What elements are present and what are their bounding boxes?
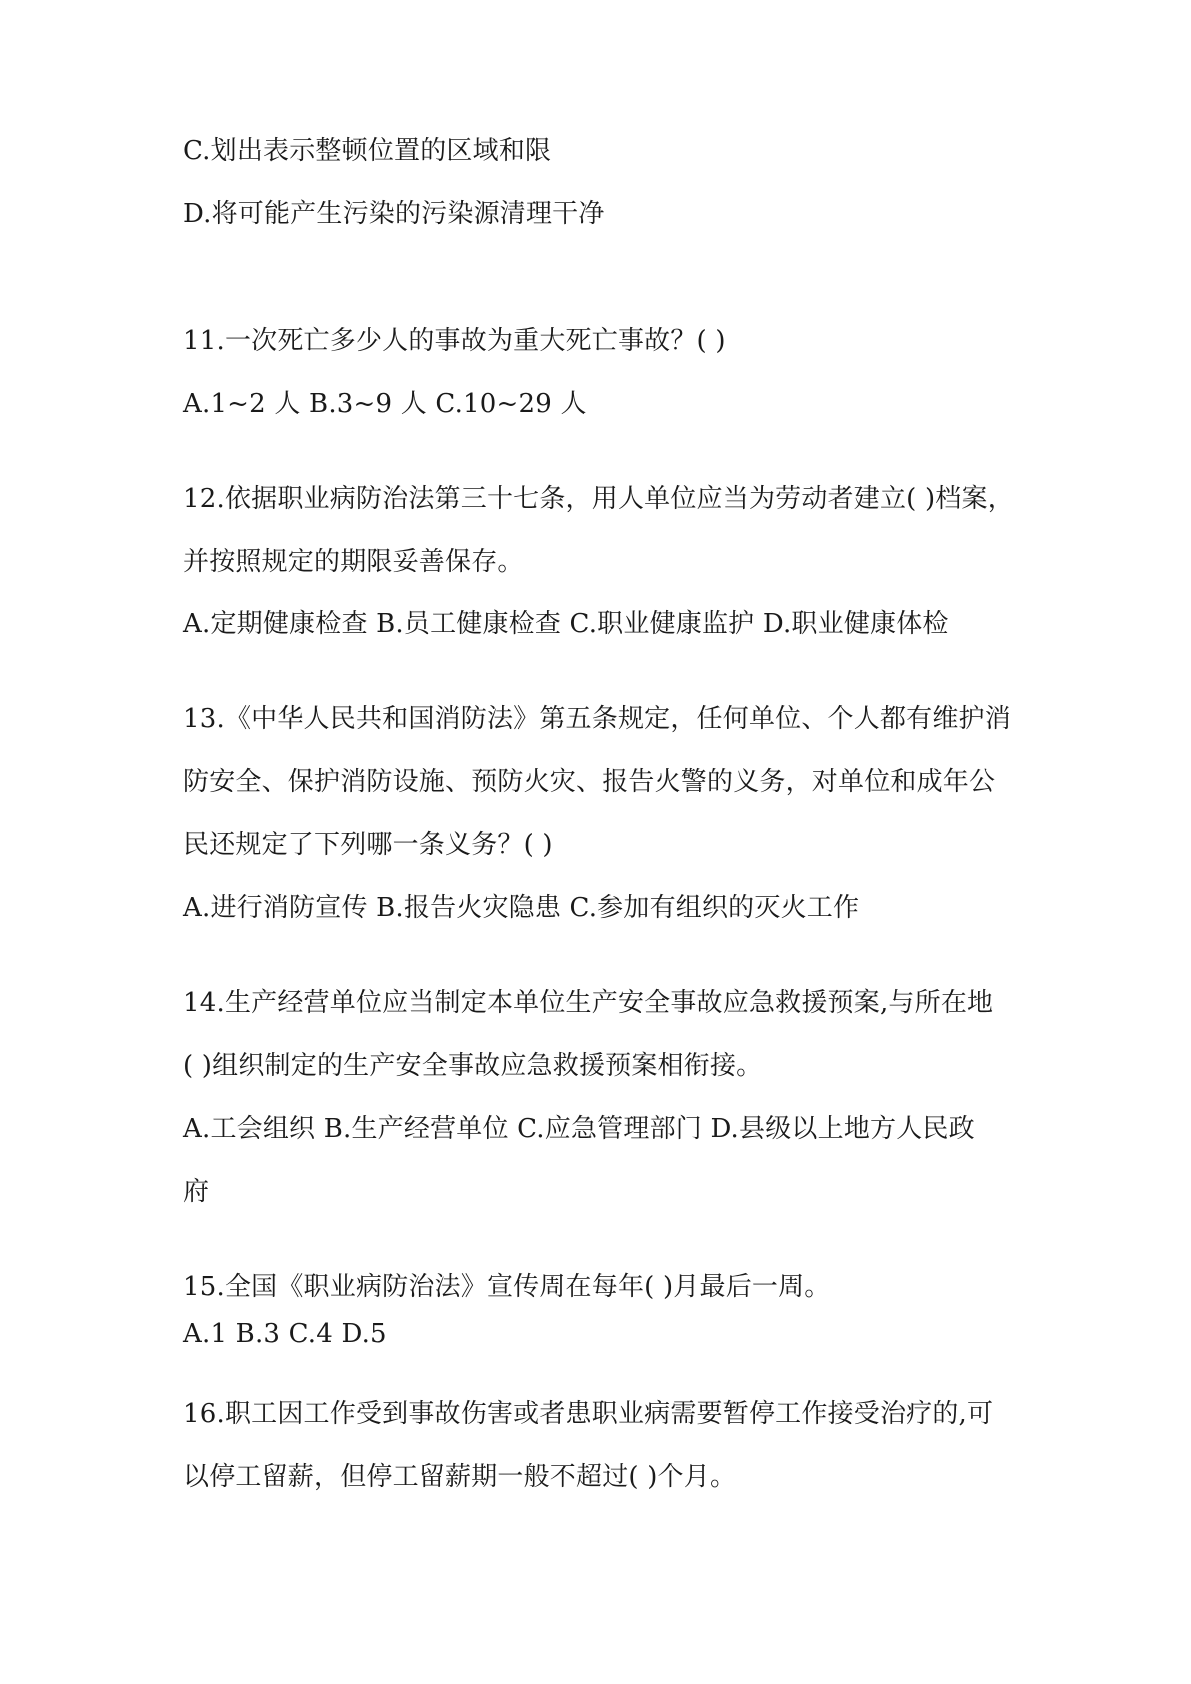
q14-options-cont: 府: [183, 1177, 210, 1207]
q14-question-line1: 14.生产经营单位应当制定本单位生产安全事故应急救援预案,与所在地: [183, 988, 994, 1018]
q14-question-line2: ( )组织制定的生产安全事故应急救援预案相衔接。: [183, 1051, 763, 1081]
q16-question-line1: 16.职工因工作受到事故伤害或者患职业病需要暂停工作接受治疗的,可: [183, 1399, 994, 1429]
q13-question-line3: 民还规定了下列哪一条义务？( ): [183, 830, 553, 860]
q10-option-c: C.划出表示整顿位置的区域和限: [183, 136, 552, 166]
q12-question-line1: 12.依据职业病防治法第三十七条，用人单位应当为劳动者建立( )档案，: [183, 484, 1014, 514]
q11-options: A.1~2 人 B.3~9 人 C.10~29 人: [183, 389, 587, 419]
q12-question-line2: 并按照规定的期限妥善保存。: [183, 547, 524, 577]
q16-question-line2: 以停工留薪，但停工留薪期一般不超过( )个月。: [183, 1462, 737, 1492]
q13-question-line2: 防安全、保护消防设施、预防火灾、报告火警的义务，对单位和成年公: [183, 767, 996, 797]
q12-options: A.定期健康检查 B.员工健康检查 C.职业健康监护 D.职业健康体检: [183, 609, 949, 639]
q15-question: 15.全国《职业病防治法》宣传周在每年( )月最后一周。: [183, 1272, 831, 1302]
q13-question-line1: 13.《中华人民共和国消防法》第五条规定，任何单位、个人都有维护消: [183, 704, 1011, 734]
q11-question: 11.一次死亡多少人的事故为重大死亡事故？( ): [183, 326, 726, 356]
q15-options: A.1 B.3 C.4 D.5: [183, 1319, 387, 1349]
q10-option-d: D.将可能产生污染的污染源清理干净: [183, 199, 605, 229]
q13-options: A.进行消防宣传 B.报告火灾隐患 C.参加有组织的灭火工作: [183, 893, 860, 923]
q14-options: A.工会组织 B.生产经营单位 C.应急管理部门 D.县级以上地方人民政: [183, 1114, 975, 1144]
